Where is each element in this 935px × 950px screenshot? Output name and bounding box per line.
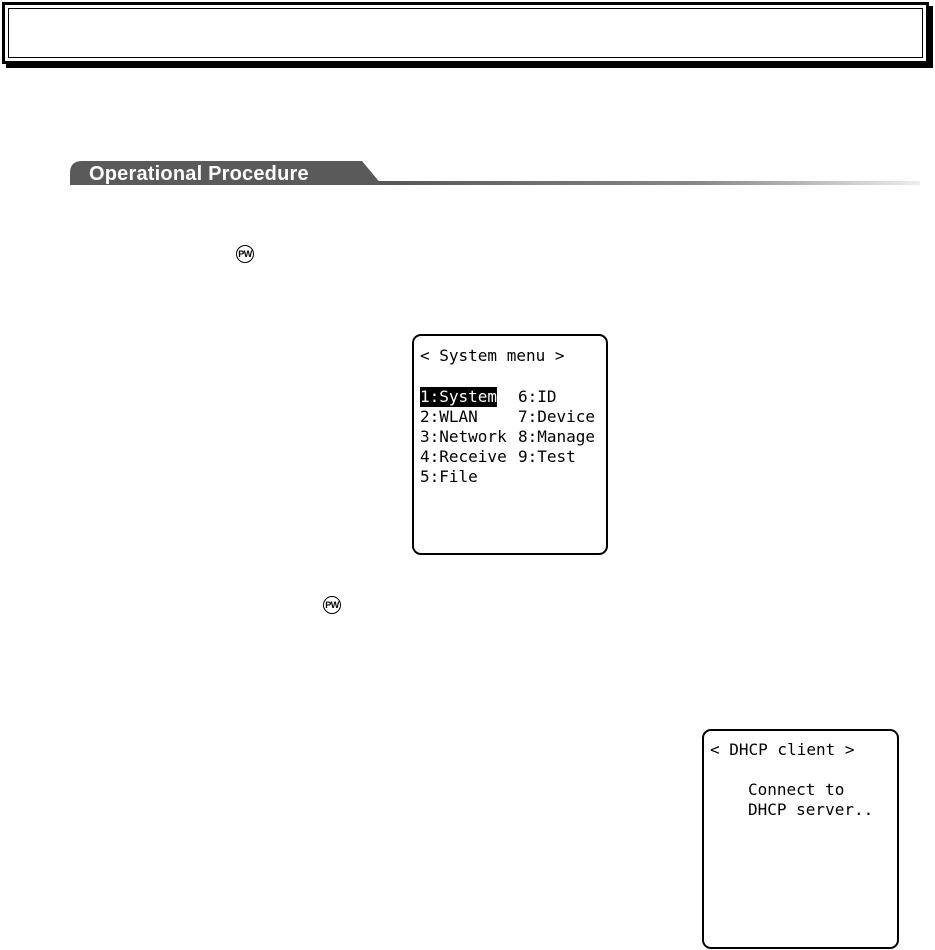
- menu-item-network[interactable]: 3:Network: [420, 427, 507, 446]
- menu-item-wlan[interactable]: 2:WLAN: [420, 407, 478, 426]
- power-key-icon: PW: [236, 245, 254, 263]
- page-title-frame: [2, 2, 929, 64]
- dhcp-client-screen: [702, 729, 899, 949]
- screen-title: < DHCP client >: [710, 740, 855, 759]
- screen-title: < System menu >: [420, 346, 565, 365]
- menu-item-id[interactable]: 6:ID: [518, 387, 557, 406]
- status-line: DHCP server..: [748, 800, 874, 819]
- status-line: Connect to: [748, 780, 845, 799]
- menu-item-test[interactable]: 9:Test: [518, 447, 576, 466]
- section-header: [70, 160, 920, 190]
- menu-item-receive[interactable]: 4:Receive: [420, 447, 507, 466]
- power-key-icon: PW: [323, 596, 341, 614]
- menu-item-system[interactable]: 1:System: [420, 387, 498, 406]
- menu-item-device[interactable]: 7:Device: [518, 407, 596, 426]
- section-title: Operational Procedure: [89, 163, 309, 185]
- menu-item-file[interactable]: 5:File: [420, 467, 478, 486]
- system-menu-screen: [412, 334, 608, 555]
- menu-item-manage[interactable]: 8:Manage: [518, 427, 596, 446]
